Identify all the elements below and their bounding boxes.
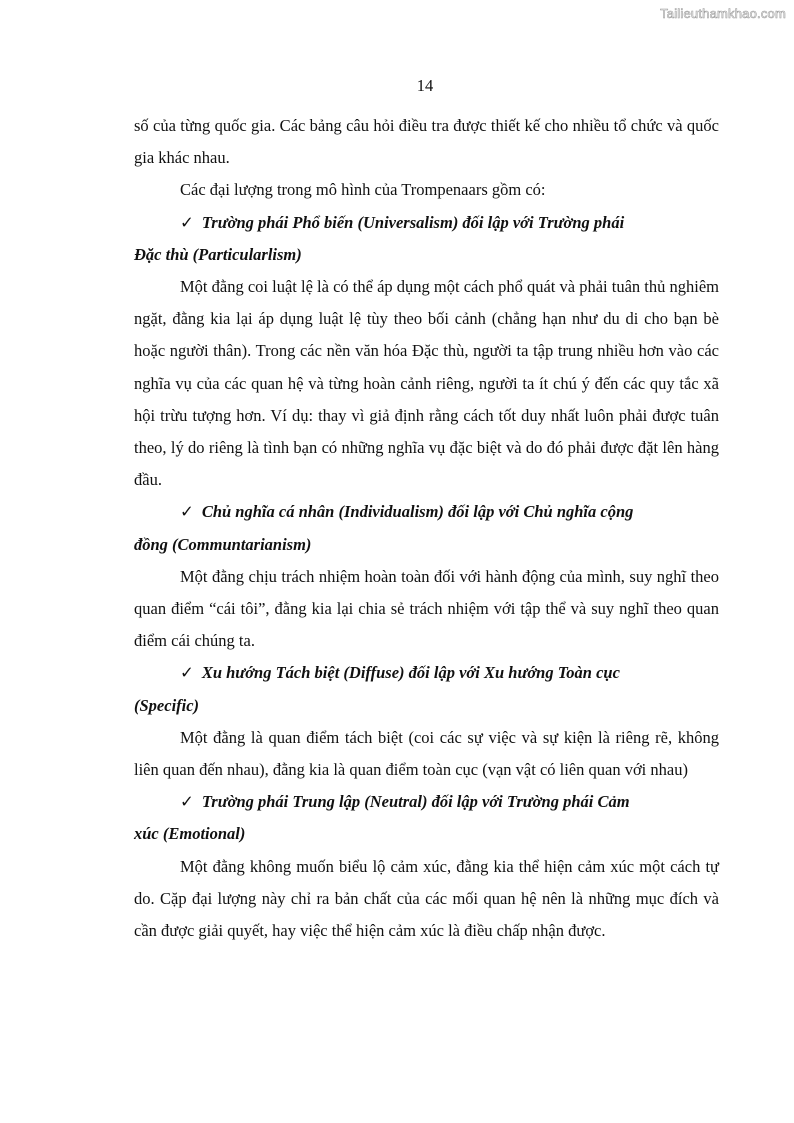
paragraph-intro: Các đại lượng trong mô hình của Trompenaars gồm có: <box>180 180 546 200</box>
heading-line: Trường phái Phổ biến (Universalism) đối lập với Trường phái <box>201 212 625 232</box>
paragraph-neutral: Một đằng không muốn biểu lộ cảm xúc, đằng kia thể hiện cảm xúc một cách tự do. Cặp đại lượng này chỉ ra bản chất của các mối quan hệ nên là những mục đích và cần được giải quyết, hay việc thể hiện cảm xúc là điều chấp nhận được. <box>134 856 719 941</box>
heading-line: đồng (Communtarianism) <box>134 534 312 554</box>
checkmark-icon: ✓ <box>180 212 194 232</box>
checkmark-icon: ✓ <box>180 792 194 812</box>
checkmark-icon: ✓ <box>180 663 194 683</box>
heading-line: (Specific) <box>134 695 200 715</box>
heading-diffuse <box>134 657 719 721</box>
heading-line: xúc (Emotional) <box>134 824 246 844</box>
heading-line: Xu hướng Tách biệt (Diffuse) đối lập với Xu hướng Toàn cục <box>201 663 620 683</box>
checkmark-icon: ✓ <box>180 502 194 522</box>
paragraph-diffuse: Một đằng là quan điểm tách biệt (coi các sự việc và sự kiện là riêng rẽ, không liên quan đến nhau), đằng kia là quan điểm toàn cục (vạn vật có liên quan với nhau) <box>134 727 719 780</box>
paragraph-universalism: Một đằng coi luật lệ là có thể áp dụng một cách phổ quát và phải tuân thủ nghiêm ngặt, đằng kia lại áp dụng luật lệ tùy theo bối cảnh (chẳng hạn như du di cho bạn bè hoặc người thân). Trong các nền văn hóa Đặc thù, người ta tập trung nhiều hơn vào các nghĩa vụ của các quan hệ và từng hoàn cảnh riêng, người ta ít chú ý đến các quy tắc xã hội trừu tượng hơn. Ví dụ: thay vì giả định rằng cách tốt duy nhất luôn phải được tuân theo, lý do riêng là tình bạn có những nghĩa vụ đặc biệt và do đó phải được đặt lên hàng đầu. <box>134 277 719 490</box>
heading-individualism <box>134 496 719 560</box>
heading-universalism <box>134 207 719 271</box>
paragraph-continuation: số của từng quốc gia. Các bảng câu hỏi điều tra được thiết kế cho nhiều tổ chức và quốc gia khác nhau. <box>134 116 719 168</box>
watermark: Tailieuthamkhao.com <box>660 6 786 21</box>
heading-line: Trường phái Trung lập (Neutral) đối lập với Trường phái Cảm <box>201 792 630 812</box>
paragraph-individualism: Một đằng chịu trách nhiệm hoàn toàn đối với hành động của mình, suy nghĩ theo quan điểm “cái tôi”, đằng kia lại chia sẻ trách nhiệm với tập thể và suy nghĩ theo quan điểm cái chúng ta. <box>134 566 719 651</box>
heading-neutral <box>134 786 719 850</box>
page-number: 14 <box>416 76 434 95</box>
heading-line: Chủ nghĩa cá nhân (Individualism) đối lập với Chủ nghĩa cộng <box>201 502 634 522</box>
document-body <box>134 110 719 947</box>
heading-line: Đặc thù (Particularlism) <box>134 244 302 264</box>
